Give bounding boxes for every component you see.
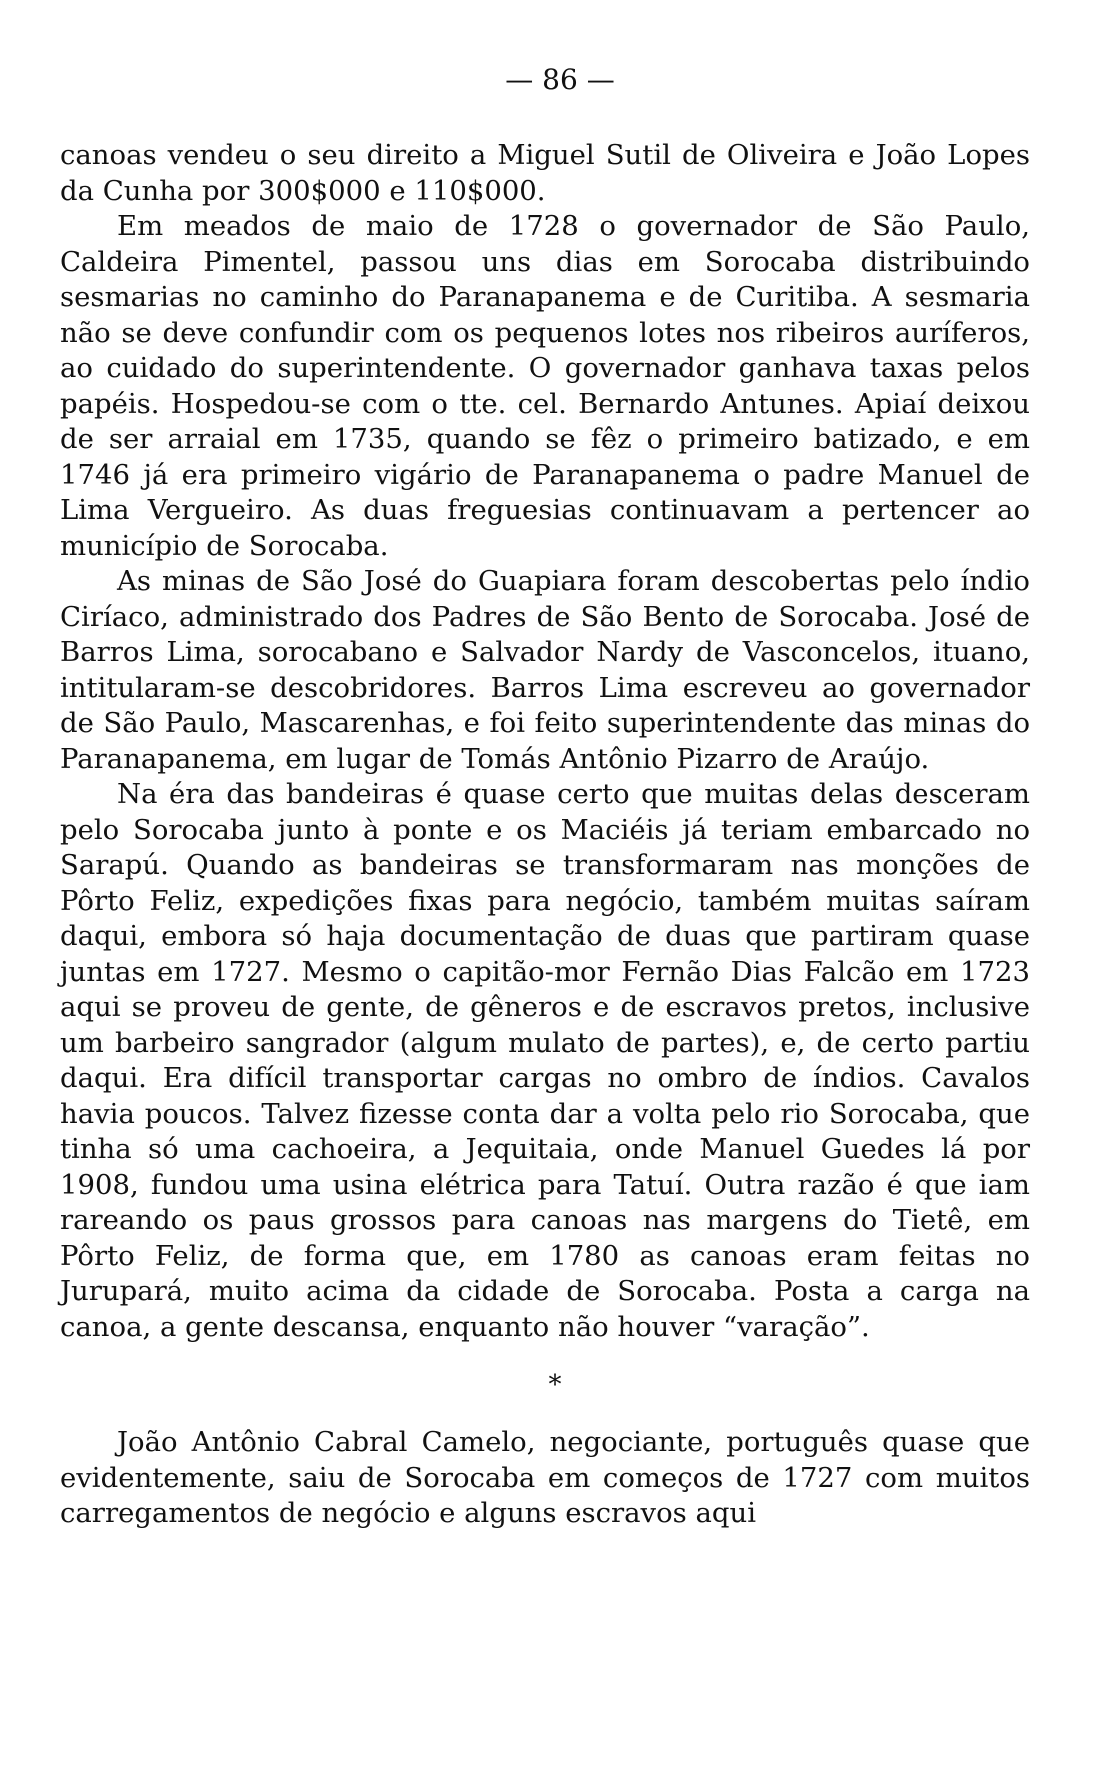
paragraph-continuation: canoas vendeu o seu direito a Miguel Sutil de Oliveira e João Lopes da Cunha por 300$000 e 110$000. bbox=[60, 139, 1030, 207]
paragraph-sesmarias: Em meados de maio de 1728 o governador de São Paulo, Caldeira Pimentel, passou uns dias em Sorocaba distribuindo sesmarias no caminho do Paranapanema e de Curitiba. A sesmaria não se deve confundir com os pequenos lotes nos ribeiros auríferos, ao cuidado do superintendente. O governador ganhava taxas pelos papéis. Hospedou-se com o tte. cel. Bernardo Antunes. Apiaí deixou de ser arraial em 1735, quando se fêz o primeiro batizado, e em 1746 já era primeiro vigário de Paranapanema o padre Manuel de Lima Vergueiro. As duas freguesias continuavam a pertencer ao município de Sorocaba. bbox=[60, 210, 1030, 562]
paragraph-minas-guapiara: As minas de São José do Guapiara foram descobertas pelo índio Ciríaco, administrado dos Padres de São Bento de Sorocaba. José de Barros Lima, sorocabano e Salvador Nardy de Vasconcelos, ituano, intitularam-se descobridores. Barros Lima escreveu ao governador de São Paulo, Mascarenhas, e foi feito superintendente das minas do Paranapanema, em lugar de Tomás Antônio Pizarro de Araújo. bbox=[60, 565, 1030, 775]
section-separator: * bbox=[548, 1370, 562, 1400]
page-number: — 86 — bbox=[505, 63, 615, 96]
paragraph-bandeiras: Na éra das bandeiras é quase certo que muitas delas desceram pelo Sorocaba junto à ponte e os Maciéis já teriam embarcado no Sarapú. Quando as bandeiras se transformaram nas monções de Pôrto Feliz, expedições fixas para negócio, também muitas saíram daqui, embora só haja documentação de duas que partiram quase juntas em 1727. Mesmo o capitão-mor Fernão Dias Falcão em 1723 aqui se proveu de gente, de gêneros e de escravos pretos, inclusive um barbeiro sangrador (algum mulato de partes), e, de certo partiu daqui. Era difícil transportar cargas no ombro de índios. Cavalos havia poucos. Talvez fizesse conta dar a volta pelo rio Sorocaba, que tinha só uma cachoeira, a Jequitaia, onde Manuel Guedes lá por 1908, fundou uma usina elétrica para Tatuí. Outra razão é que iam rareando os paus grossos para canoas nas margens do Tietê, em Pôrto Feliz, de forma que, em 1780 as canoas eram feitas no Jurupará, muito acima da cidade de Sorocaba. Posta a carga na canoa, a gente descansa, enquanto não houver “varação”. bbox=[60, 778, 1030, 1343]
document-page bbox=[60, 60, 1030, 1532]
paragraph-cabral-camelo: João Antônio Cabral Camelo, negociante, português quase que evidentemente, saiu de Sorocaba em começos de 1727 com muitos carregamentos de negócio e alguns escravos aqui bbox=[60, 1426, 1030, 1529]
